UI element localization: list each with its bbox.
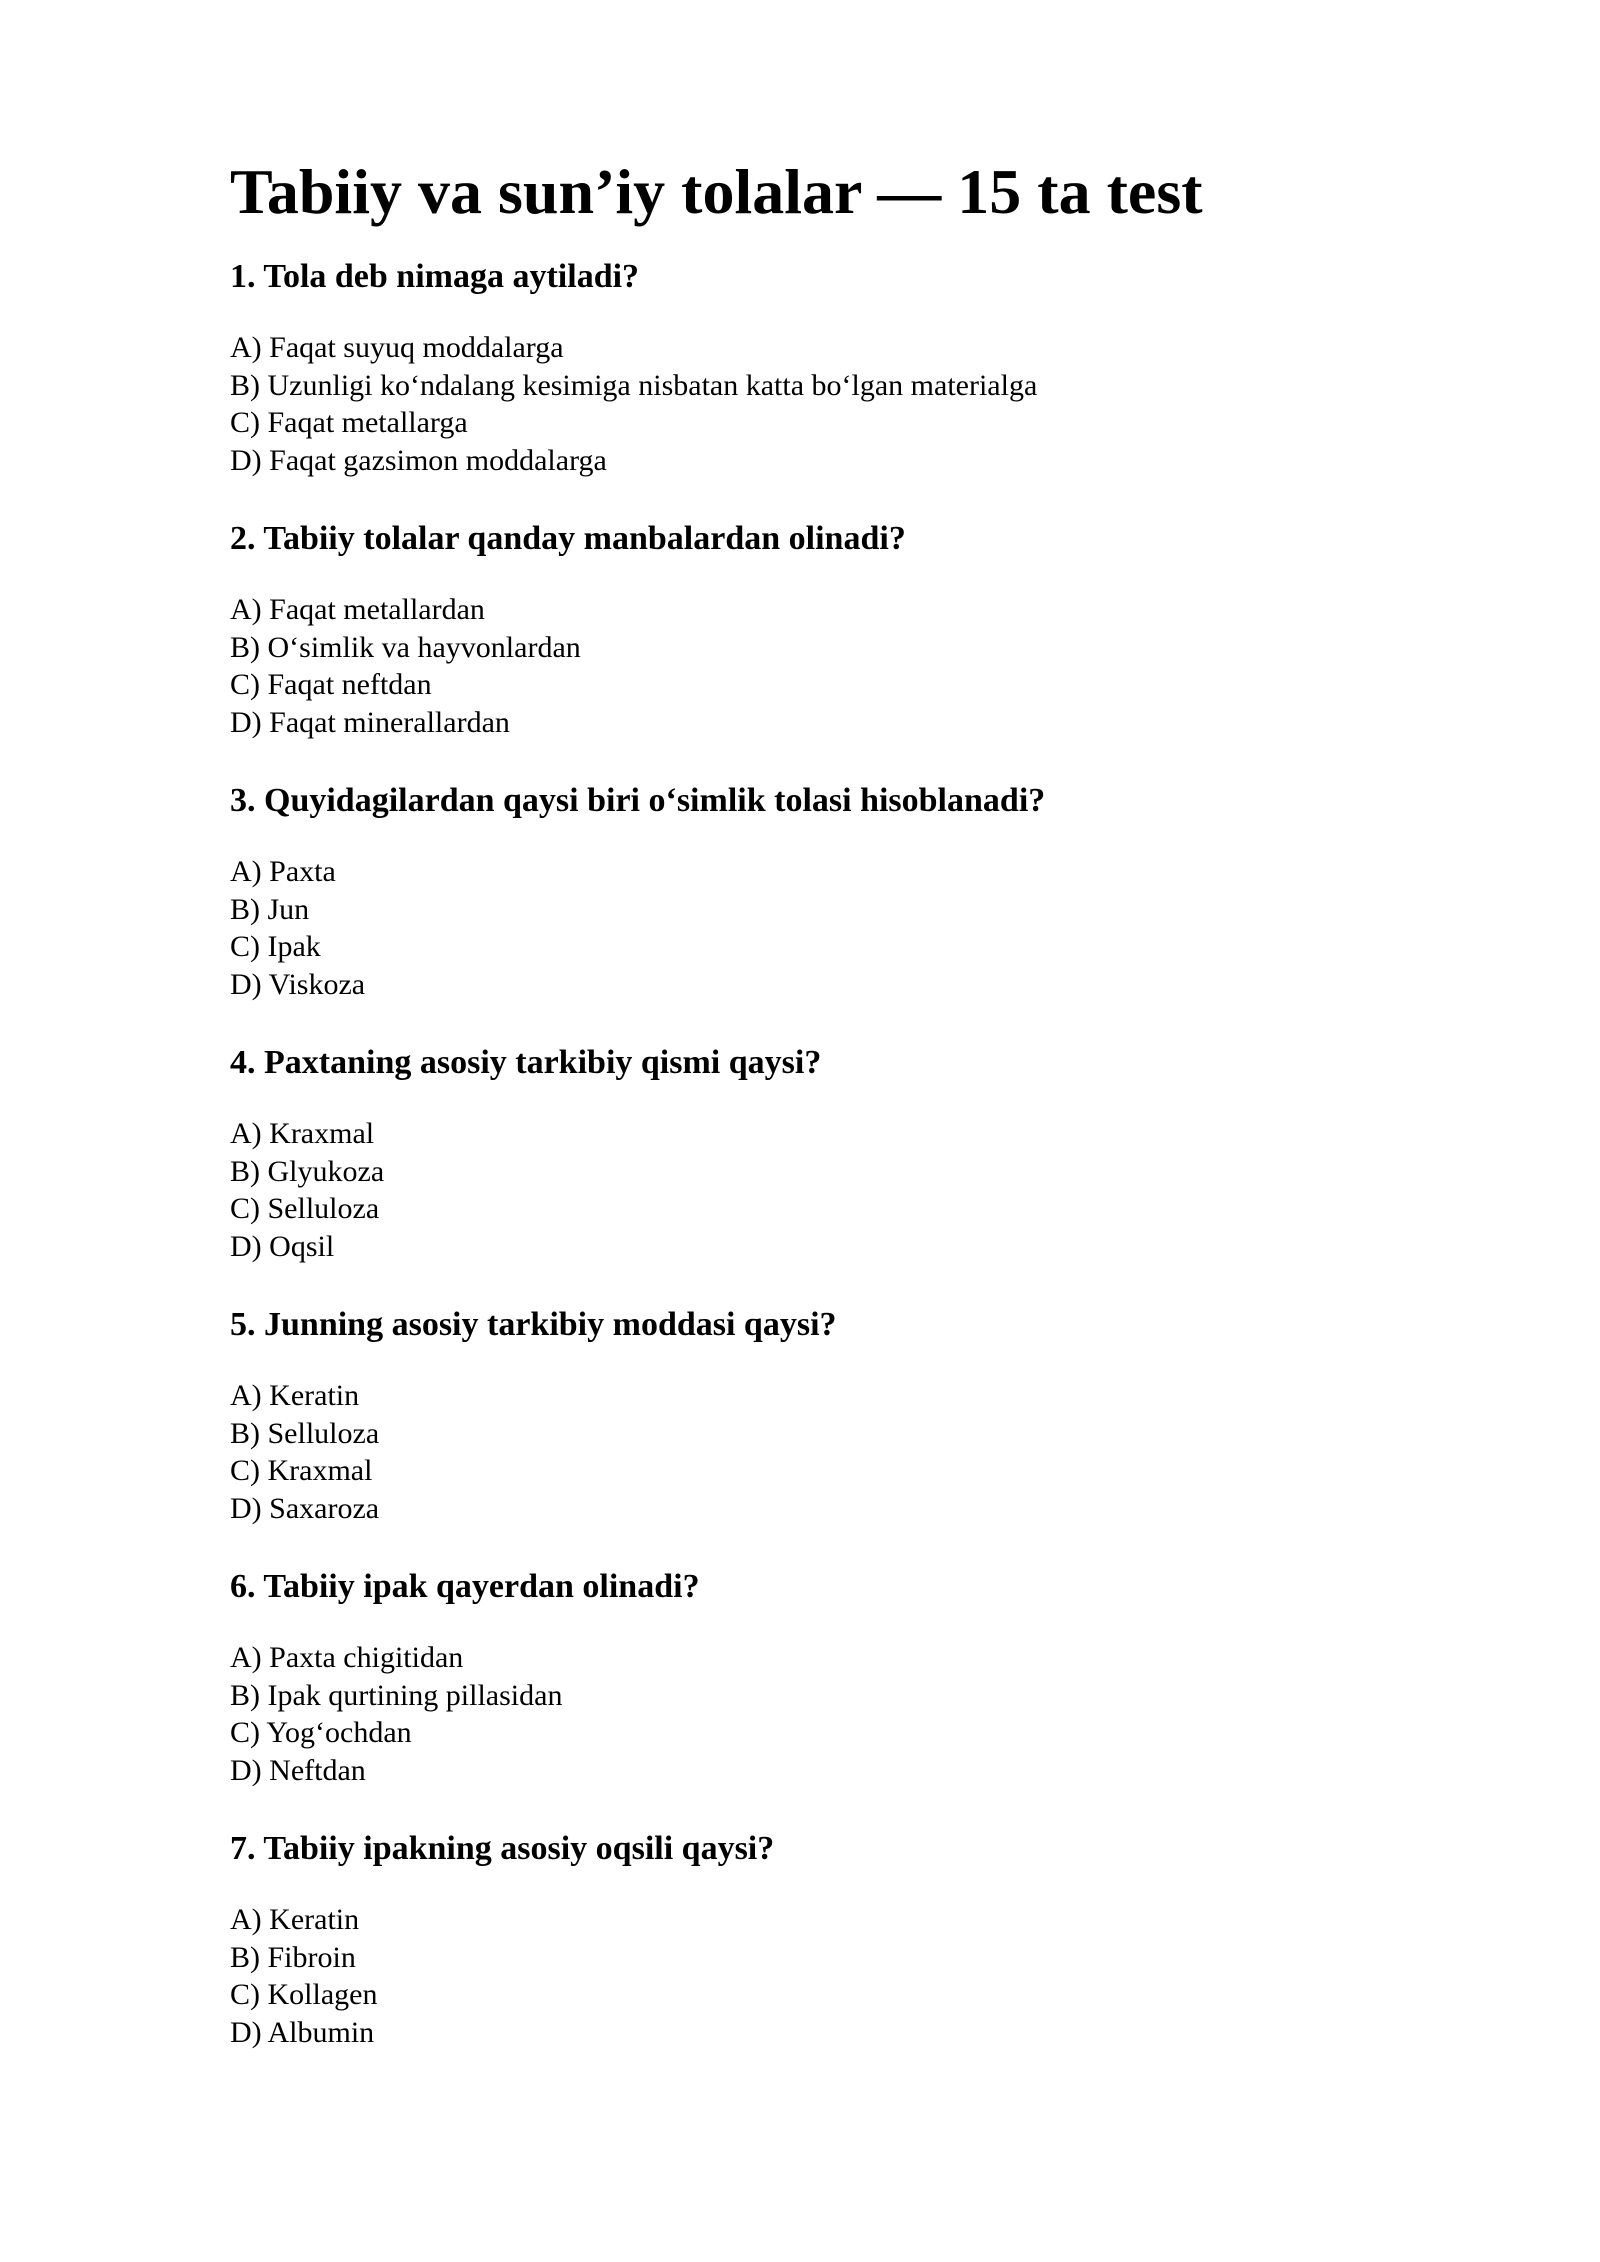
option-d: D) Saxaroza (230, 1491, 380, 1525)
option-c: C) Kraxmal (230, 1454, 373, 1487)
document-page (230, 150, 1430, 2091)
option-d: D) Viskoza (230, 967, 366, 1001)
option-b: B) Jun (230, 892, 310, 926)
option-c: C) Yogʻochdan (230, 1716, 412, 1749)
option-b: B) Uzunligi koʻndalang kesimiga nisbatan katta boʻlgan materialga (230, 368, 1038, 402)
question-text: 7. Tabiiy ipakning asosiy oqsili qaysi? (230, 1830, 775, 1867)
question-3 (230, 781, 1430, 1003)
question-text: 2. Tabiiy tolalar qanday manbalardan olinadi? (230, 520, 906, 557)
option-a: A) Kraxmal (230, 1117, 375, 1150)
option-b: B) Glyukoza (230, 1154, 385, 1188)
option-a: A) Paxta chigitidan (230, 1641, 464, 1674)
option-b: B) Fibroin (230, 1940, 356, 1974)
option-c: C) Selluloza (230, 1192, 380, 1225)
option-a: A) Faqat metallardan (230, 593, 485, 626)
option-a: A) Paxta (230, 855, 336, 888)
option-d: D) Faqat minerallardan (230, 705, 510, 739)
option-c: C) Faqat metallarga (230, 406, 468, 439)
question-text: 3. Quyidagilardan qaysi biri oʻsimlik tolasi hisoblanadi? (230, 782, 1046, 819)
question-6 (230, 1567, 1430, 1789)
question-7 (230, 1829, 1430, 2051)
question-text: 1. Tola deb nimaga aytiladi? (230, 258, 640, 295)
option-b: B) Ipak qurtining pillasidan (230, 1678, 563, 1712)
option-c: C) Ipak (230, 930, 321, 963)
question-2 (230, 519, 1430, 741)
question-1 (230, 257, 1430, 479)
option-a: A) Keratin (230, 1903, 360, 1936)
question-text: 4. Paxtaning asosiy tarkibiy qismi qaysi? (230, 1044, 822, 1081)
question-5 (230, 1305, 1430, 1527)
option-b: B) Selluloza (230, 1416, 380, 1450)
option-a: A) Keratin (230, 1379, 360, 1412)
question-text: 5. Junning asosiy tarkibiy moddasi qaysi? (230, 1306, 837, 1343)
option-d: D) Faqat gazsimon moddalarga (230, 443, 607, 477)
option-c: C) Kollagen (230, 1978, 378, 2011)
option-b: B) Oʻsimlik va hayvonlardan (230, 630, 581, 664)
option-d: D) Albumin (230, 2015, 375, 2049)
option-c: C) Faqat neftdan (230, 668, 432, 701)
document-title: Tabiiy va sun’iy tolalar — 15 ta test (230, 156, 1203, 227)
question-4 (230, 1043, 1430, 1265)
question-text: 6. Tabiiy ipak qayerdan olinadi? (230, 1568, 700, 1605)
option-a: A) Faqat suyuq moddalarga (230, 331, 564, 364)
option-d: D) Neftdan (230, 1753, 366, 1787)
option-d: D) Oqsil (230, 1229, 335, 1263)
